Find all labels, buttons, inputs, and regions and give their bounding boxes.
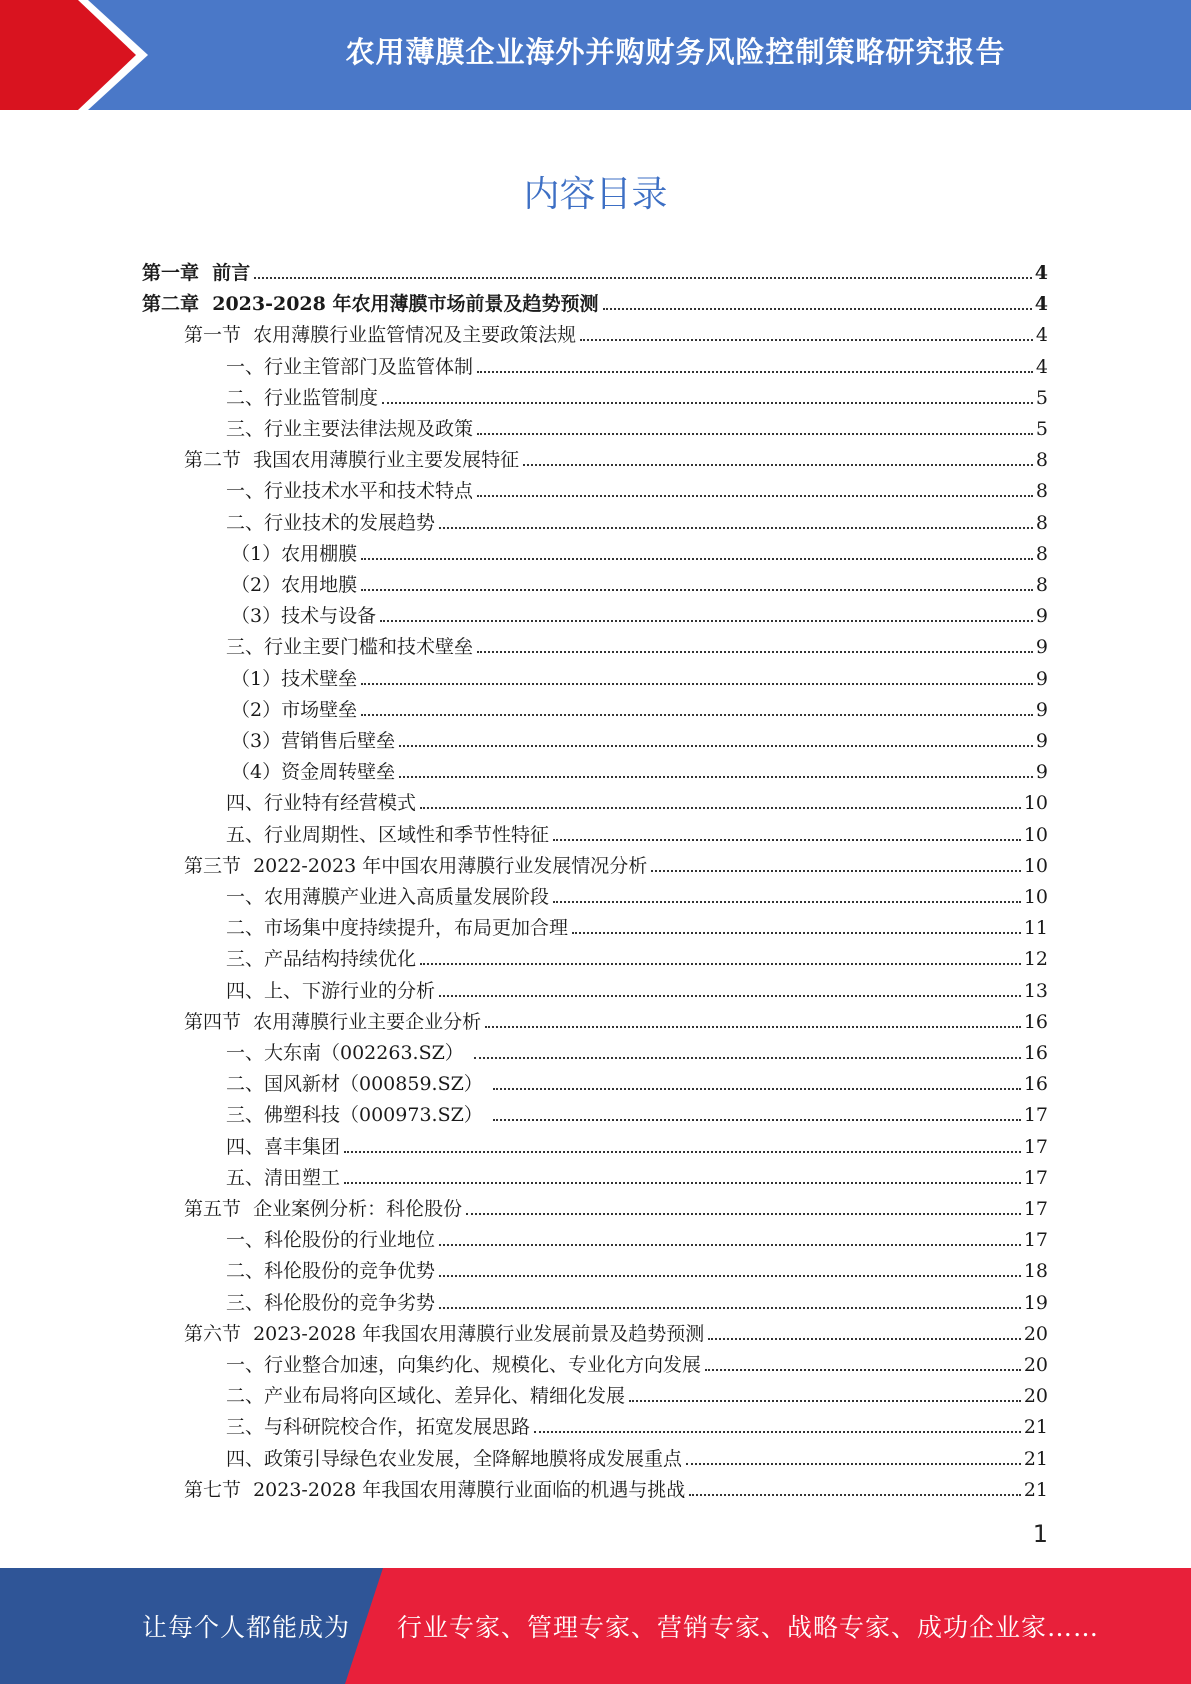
- toc-entry-label: 二、科伦股份的竞争优势: [226, 1260, 436, 1283]
- toc-entry-page: 8: [1035, 542, 1048, 565]
- toc-entry-label: 第五节 企业案例分析：科伦股份: [184, 1198, 463, 1220]
- toc-leader-dots: [474, 1057, 1021, 1059]
- toc-entry[interactable]: [184, 1190, 1048, 1221]
- toc-entry[interactable]: [226, 816, 1048, 847]
- toc-entry[interactable]: [184, 847, 1048, 878]
- toc-entry-page: 18: [1023, 1260, 1048, 1283]
- toc-leader-dots: [477, 495, 1033, 497]
- toc-entry-page: 17: [1023, 1166, 1048, 1189]
- toc-leader-dots: [380, 620, 1033, 622]
- toc-entry-page: 21: [1023, 1447, 1048, 1470]
- toc-entry-label: 第三节 2022-2023 年中国农用薄膜行业发展情况分析: [184, 854, 648, 877]
- toc-entry-label: 三、行业主要门槛和技术壁垒: [226, 636, 474, 659]
- toc-entry-label: 一、大东南（002263.SZ）: [226, 1042, 470, 1064]
- toc-entry-page: 9: [1035, 605, 1048, 628]
- toc-leader-dots: [439, 527, 1033, 529]
- toc-entry-label: 三、与科研院校合作，拓宽发展思路: [226, 1416, 531, 1439]
- toc-entry[interactable]: [184, 1471, 1048, 1502]
- toc-leader-dots: [477, 433, 1033, 435]
- toc-entry-label: 二、产业布局将向区域化、差异化、精细化发展: [226, 1385, 626, 1408]
- toc-entry[interactable]: [231, 566, 1048, 597]
- toc-entry-page: 11: [1023, 917, 1048, 940]
- toc-leader-dots: [399, 745, 1033, 747]
- toc-entry[interactable]: [226, 1096, 1048, 1127]
- toc-leader-dots: [493, 1088, 1021, 1090]
- toc-entry-label: 一、科伦股份的行业地位: [226, 1229, 436, 1252]
- toc-entry[interactable]: [226, 1408, 1048, 1439]
- toc-entry[interactable]: [231, 535, 1048, 566]
- toc-entry-page: 9: [1035, 761, 1048, 784]
- toc-entry[interactable]: [231, 753, 1048, 784]
- toc-leader-dots: [420, 807, 1021, 809]
- toc-leader-dots: [439, 1275, 1021, 1277]
- toc-entry-page: 10: [1023, 823, 1048, 846]
- toc-entry-page: 17: [1023, 1198, 1048, 1220]
- toc-entry-page: 10: [1023, 792, 1048, 815]
- toc-entry[interactable]: [184, 1003, 1048, 1034]
- toc-entry[interactable]: [226, 1252, 1048, 1283]
- toc-leader-dots: [485, 1026, 1021, 1028]
- toc-leader-dots: [344, 1151, 1021, 1153]
- toc-entry-label: 第一章 前言: [142, 262, 251, 284]
- toc-entry[interactable]: [226, 1034, 1048, 1065]
- toc-entry[interactable]: [184, 1315, 1048, 1346]
- toc-entry-label: 二、行业监管制度: [226, 386, 379, 409]
- toc-entry-label: （1）技术壁垒: [231, 667, 358, 690]
- toc-leader-dots: [361, 683, 1033, 685]
- toc-leader-dots: [523, 464, 1033, 466]
- toc-leader-dots: [466, 1213, 1021, 1215]
- toc-entry-page: 17: [1023, 1104, 1048, 1127]
- toc-leader-dots: [344, 1182, 1021, 1184]
- toc-leader-dots: [361, 558, 1033, 560]
- toc-entry-page: 16: [1023, 1073, 1048, 1096]
- toc-entry-page: 16: [1023, 1042, 1048, 1064]
- toc-entry[interactable]: [226, 1284, 1048, 1315]
- toc-entry[interactable]: [231, 660, 1048, 691]
- toc-entry-page: 10: [1023, 854, 1048, 877]
- toc-entry-page: 9: [1035, 667, 1048, 690]
- toc-entry-label: 三、行业主要法律法规及政策: [226, 418, 474, 440]
- toc-entry-page: 4: [1034, 293, 1048, 316]
- toc-leader-dots: [361, 589, 1033, 591]
- toc-entry[interactable]: [226, 784, 1048, 815]
- toc-entry[interactable]: [226, 379, 1048, 410]
- toc-entry-label: 四、政策引导绿色农业发展，全降解地膜将成发展重点: [226, 1447, 683, 1470]
- toc-leader-dots: [553, 901, 1021, 903]
- toc-entry[interactable]: [142, 254, 1048, 285]
- toc-leader-dots: [580, 339, 1033, 341]
- toc-entry-label: 一、行业技术水平和技术特点: [226, 480, 474, 503]
- toc-leader-dots: [477, 371, 1033, 373]
- toc-leader-dots: [493, 1119, 1021, 1121]
- toc-leader-dots: [572, 932, 1021, 934]
- toc-entry-page: 9: [1035, 730, 1048, 752]
- toc-entry-page: 4: [1034, 262, 1048, 284]
- toc-leader-dots: [477, 651, 1033, 653]
- toc-leader-dots: [382, 402, 1033, 404]
- toc-entry-label: 第七节 2023-2028 年我国农用薄膜行业面临的机遇与挑战: [184, 1478, 686, 1501]
- toc-entry[interactable]: [226, 1440, 1048, 1471]
- toc-entry[interactable]: [226, 1159, 1048, 1190]
- toc-entry[interactable]: [231, 691, 1048, 722]
- toc-leader-dots: [439, 995, 1021, 997]
- toc-entry-page: 9: [1035, 698, 1048, 721]
- toc-entry[interactable]: [226, 878, 1048, 909]
- toc-entry-page: 20: [1023, 1385, 1048, 1408]
- toc-entry-label: 五、行业周期性、区域性和季节性特征: [226, 823, 550, 846]
- toc-entry-label: 第二章 2023-2028 年农用薄膜市场前景及趋势预测: [142, 293, 599, 316]
- footer-slogan-left: 让每个人都能成为: [142, 1613, 351, 1642]
- report-title: 农用薄膜企业海外并购财务风险控制策略研究报告: [345, 34, 1006, 69]
- toc-entry-page: 13: [1023, 979, 1048, 1002]
- toc-leader-dots: [705, 1369, 1021, 1371]
- toc-entry-page: 12: [1023, 948, 1048, 971]
- toc-entry[interactable]: [226, 628, 1048, 659]
- toc-entry-label: 五、清田塑工: [226, 1166, 341, 1189]
- toc-entry[interactable]: [231, 722, 1048, 753]
- toc-leader-dots: [553, 839, 1021, 841]
- toc-entry-page: 16: [1023, 1010, 1048, 1033]
- toc-entry-label: 四、行业特有经营模式: [226, 792, 417, 815]
- toc-entry-page: 8: [1035, 449, 1048, 472]
- toc-entry-label: 四、喜丰集团: [226, 1135, 341, 1158]
- toc-entry[interactable]: [231, 597, 1048, 628]
- toc-entry-label: （4）资金周转壁垒: [231, 761, 396, 784]
- toc-entry[interactable]: [226, 472, 1048, 503]
- toc-entry-label: 一、农用薄膜产业进入高质量发展阶段: [226, 886, 550, 908]
- toc-entry-page: 5: [1035, 386, 1048, 409]
- toc-entry[interactable]: [226, 1128, 1048, 1159]
- header-arrow-icon: [0, 0, 160, 110]
- toc-entry-page: 8: [1035, 574, 1048, 596]
- toc-entry[interactable]: [184, 441, 1048, 472]
- toc-entry-label: 三、科伦股份的竞争劣势: [226, 1291, 436, 1314]
- toc-entry-page: 8: [1035, 511, 1048, 534]
- toc-entry-page: 17: [1023, 1229, 1048, 1252]
- toc-entry-page: 10: [1023, 886, 1048, 908]
- toc-entry-label: （2）市场壁垒: [231, 698, 358, 721]
- toc-leader-dots: [399, 776, 1033, 778]
- toc-leader-dots: [708, 1338, 1021, 1340]
- toc-entry-label: 二、行业技术的发展趋势: [226, 511, 436, 534]
- toc-leader-dots: [254, 277, 1032, 279]
- toc-entry[interactable]: [226, 1377, 1048, 1408]
- toc-entry[interactable]: [142, 285, 1048, 316]
- toc-entry-label: 三、产品结构持续优化: [226, 948, 417, 971]
- toc-entry-page: 8: [1035, 480, 1048, 503]
- toc-entry-label: 二、国风新材（000859.SZ）: [226, 1073, 489, 1096]
- toc-entry-page: 20: [1023, 1322, 1048, 1345]
- toc-entry[interactable]: [226, 972, 1048, 1003]
- toc-leader-dots: [629, 1400, 1021, 1402]
- toc-entry[interactable]: [226, 1221, 1048, 1252]
- toc-leader-dots: [651, 870, 1021, 872]
- toc-entry-label: 一、行业整合加速，向集约化、规模化、专业化方向发展: [226, 1354, 702, 1376]
- toc-entry-page: 20: [1023, 1354, 1048, 1376]
- toc-entry-label: 第一节 农用薄膜行业监管情况及主要政策法规: [184, 324, 577, 347]
- toc-leader-dots: [439, 1307, 1021, 1309]
- toc-entry-page: 4: [1035, 355, 1048, 378]
- toc-leader-dots: [686, 1463, 1021, 1465]
- toc-entry-page: 21: [1023, 1416, 1048, 1439]
- footer-banner: [0, 1568, 1191, 1684]
- toc-entry-label: （1）农用棚膜: [231, 542, 358, 565]
- toc-heading: 内容目录: [523, 174, 668, 215]
- toc-entry[interactable]: [226, 1065, 1048, 1096]
- toc-entry[interactable]: [226, 410, 1048, 441]
- toc-entry-label: 第六节 2023-2028 年我国农用薄膜行业发展前景及趋势预测: [184, 1322, 705, 1345]
- toc-leader-dots: [603, 308, 1032, 310]
- toc-leader-dots: [420, 963, 1021, 965]
- toc-leader-dots: [534, 1431, 1021, 1433]
- toc-entry-page: 21: [1023, 1478, 1048, 1501]
- toc-entry[interactable]: [226, 504, 1048, 535]
- toc-entry[interactable]: [226, 940, 1048, 971]
- toc-entry-page: 19: [1023, 1291, 1048, 1314]
- toc-leader-dots: [689, 1494, 1021, 1496]
- toc-entry-label: （2）农用地膜: [231, 574, 358, 596]
- toc-entry-page: 17: [1023, 1135, 1048, 1158]
- toc-entry-label: 三、佛塑科技（000973.SZ）: [226, 1104, 489, 1127]
- toc-leader-dots: [439, 1244, 1021, 1246]
- toc-entry-label: 一、行业主管部门及监管体制: [226, 355, 474, 378]
- toc-entry-label: 二、市场集中度持续提升，布局更加合理: [226, 917, 569, 940]
- toc-entry[interactable]: [226, 1346, 1048, 1377]
- toc-entry-page: 9: [1035, 636, 1048, 659]
- toc-entry-page: 5: [1035, 418, 1048, 440]
- toc-entry[interactable]: [226, 348, 1048, 379]
- toc-entry-label: （3）技术与设备: [231, 605, 377, 628]
- toc-entry-label: 第二节 我国农用薄膜行业主要发展特征: [184, 449, 520, 472]
- page-number: 1: [1032, 1520, 1048, 1548]
- toc-entry[interactable]: [226, 909, 1048, 940]
- toc-entry-label: 四、上、下游行业的分析: [226, 979, 436, 1002]
- toc-leader-dots: [361, 714, 1033, 716]
- toc-entry-label: 第四节 农用薄膜行业主要企业分析: [184, 1010, 482, 1033]
- toc-entry-page: 4: [1035, 324, 1048, 347]
- toc-entry[interactable]: [184, 316, 1048, 347]
- header-bar: [0, 0, 1191, 110]
- toc-entry-label: （3）营销售后壁垒: [231, 730, 396, 752]
- footer-slogan-right: 行业专家、管理专家、营销专家、战略专家、成功企业家……: [397, 1613, 1100, 1642]
